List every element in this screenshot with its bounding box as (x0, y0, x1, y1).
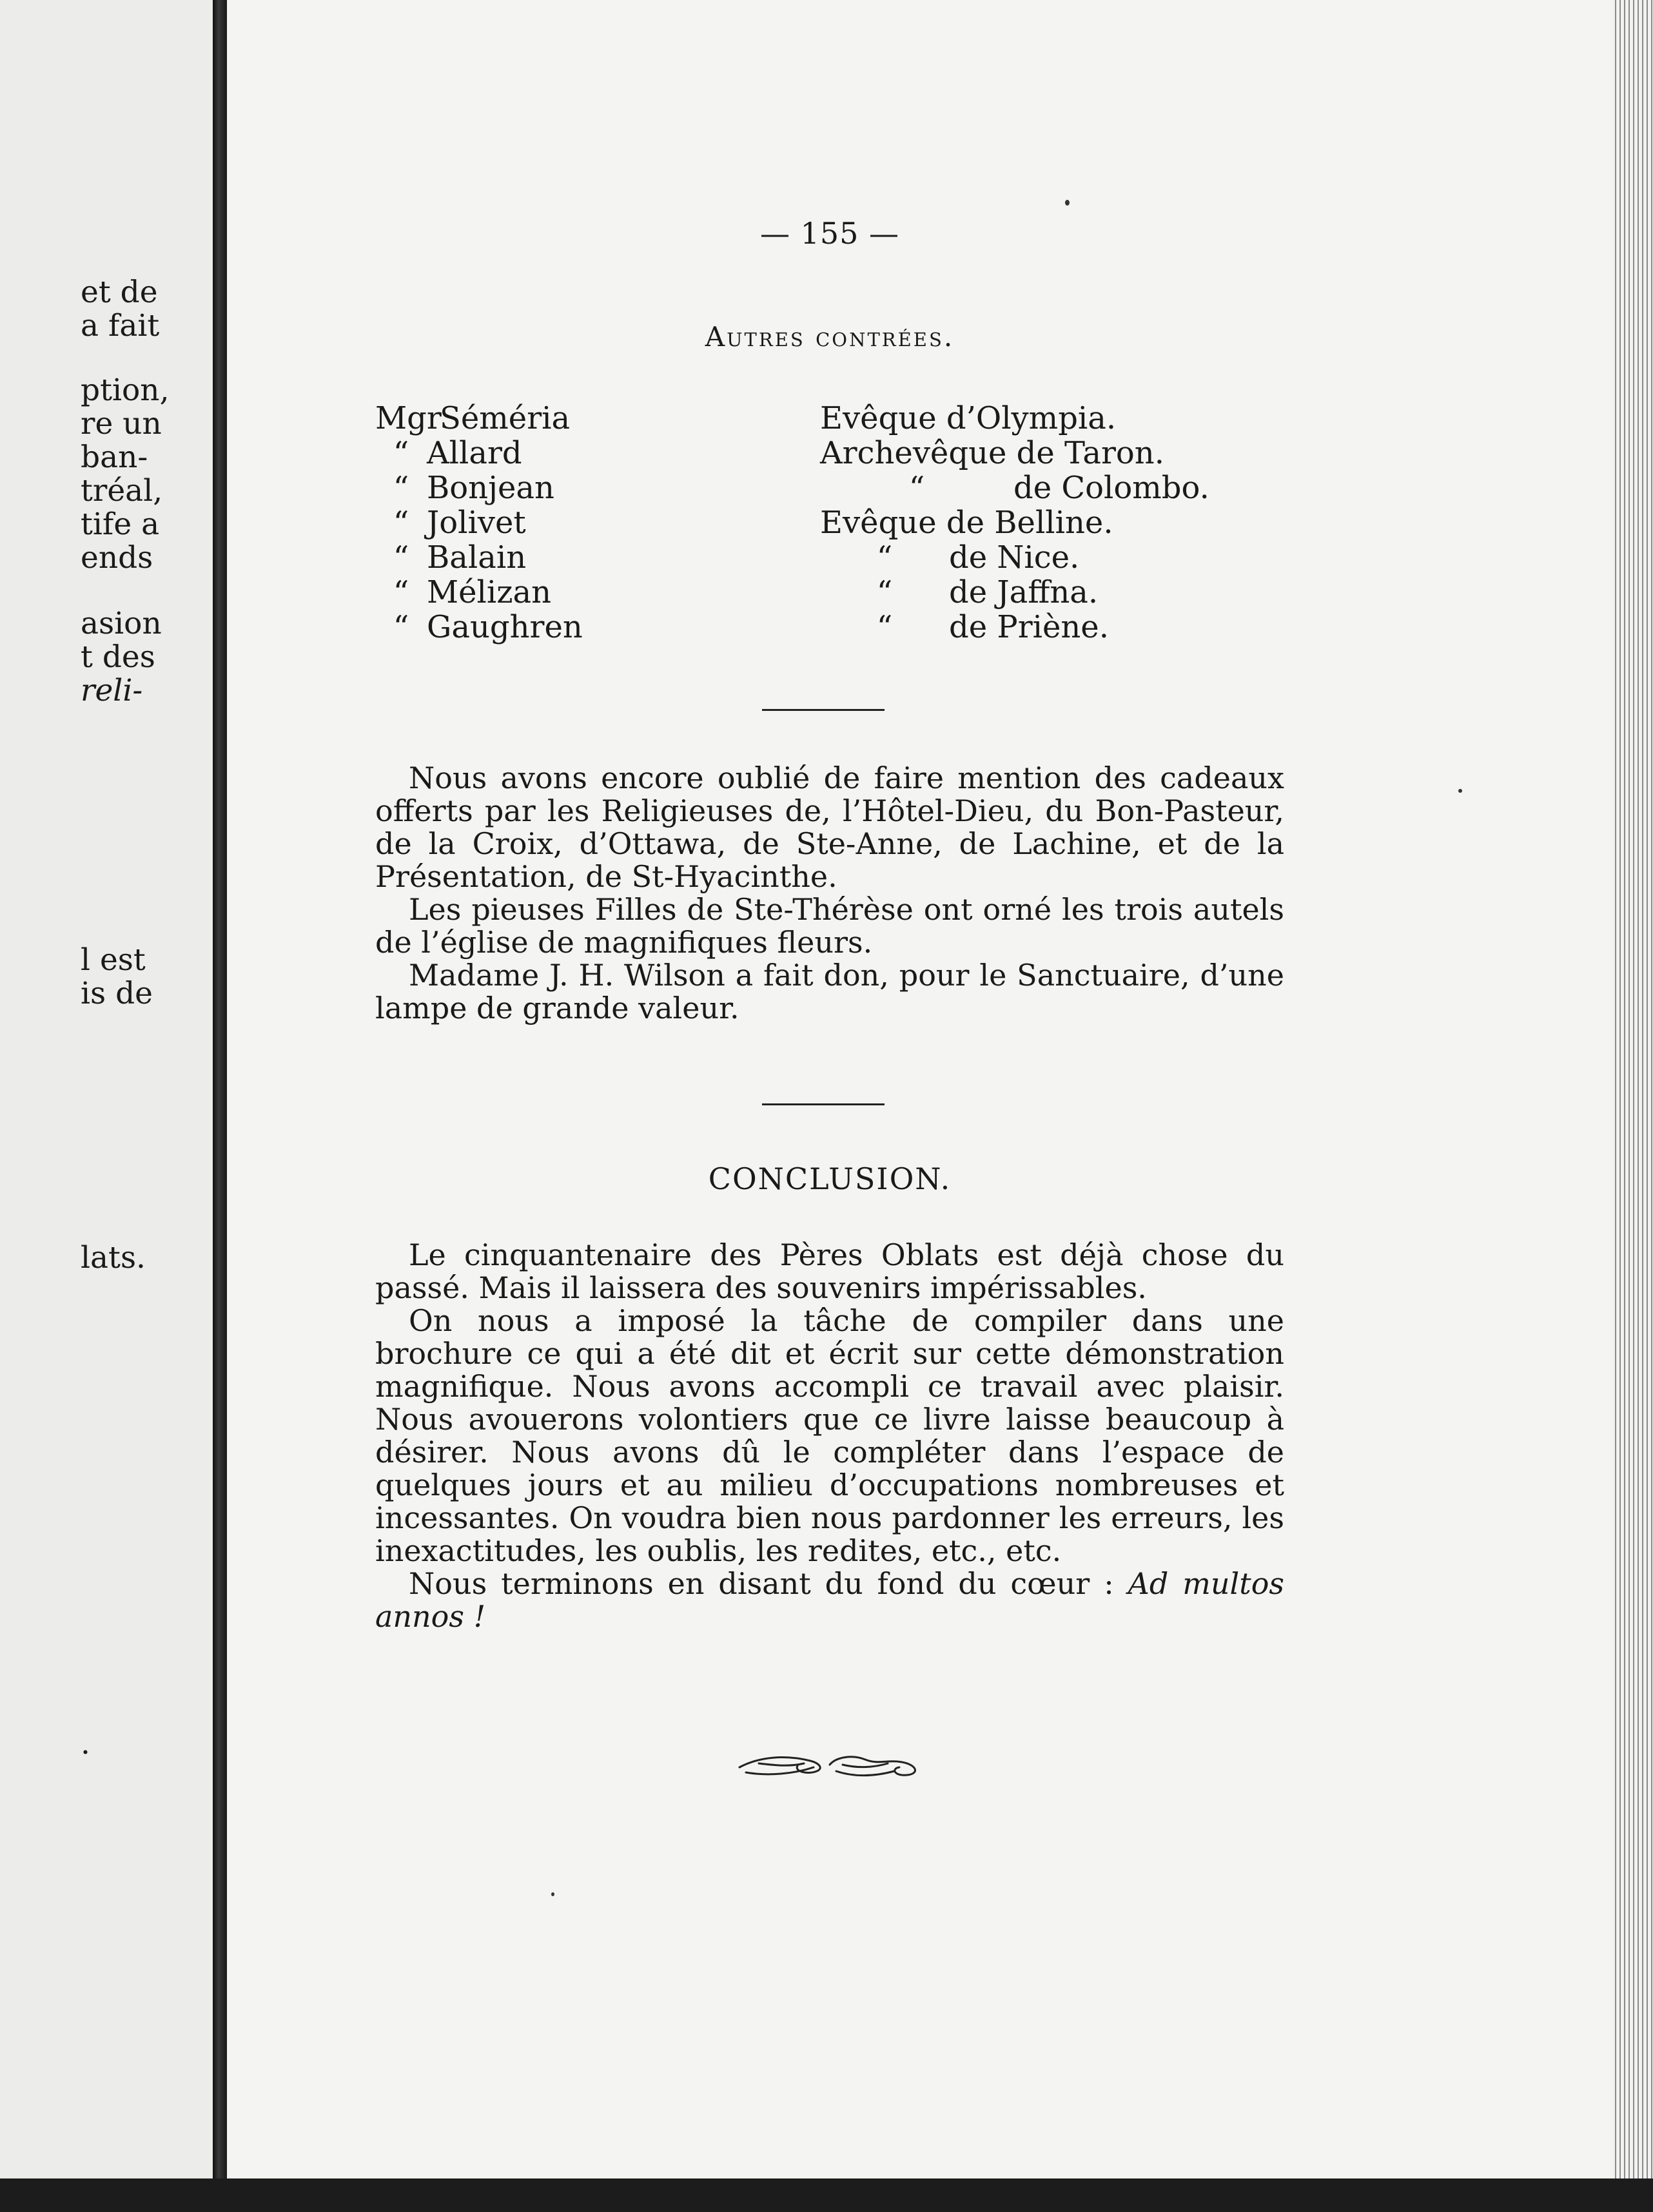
paragraph: Madame J. H. Wilson a fait don, pour le Sanctuaire, d’une lampe de grande valeur. (375, 958, 1284, 1025)
left-page-fragment: asion (81, 606, 162, 641)
list-item (375, 436, 1284, 471)
page-number: — 155 — (759, 216, 900, 251)
person-title: “ de Colombo. (908, 470, 1209, 506)
people-list (375, 401, 1284, 645)
section-divider (762, 1103, 885, 1105)
closing-latin: Ad multos annos ! (375, 1566, 1285, 1634)
left-page-fragment: a fait (81, 308, 160, 344)
person-name: MgrSéméria (375, 400, 571, 436)
left-page-fragment: . (81, 1726, 90, 1761)
page-edges (1612, 0, 1653, 2212)
ornament-flourish-icon (733, 1745, 926, 1784)
person-name: “ Jolivet (393, 505, 526, 541)
gifts-paragraphs (375, 762, 1284, 1025)
left-page-fragment: ends (81, 540, 153, 576)
left-page-fragment: l est (81, 942, 146, 978)
left-page-fragment: is de (81, 976, 153, 1011)
paragraph: Le cinquantenaire des Pères Oblats est déjà chose du passé. Mais il laissera des souvenirs impérissables. (375, 1237, 1284, 1305)
person-title: Evêque de Belline. (820, 505, 1113, 541)
left-page (0, 0, 213, 2212)
left-page-text (0, 0, 213, 2212)
person-name: “ Mélizan (393, 574, 552, 610)
list-item (375, 505, 1284, 540)
person-name: “ Allard (393, 435, 522, 471)
list-item (375, 401, 1284, 436)
list-item (375, 610, 1284, 645)
list-item (375, 575, 1284, 610)
paragraph: Nous avons encore oublié de faire mention des cadeaux offerts par les Religieuses de, l’Hôtel-Dieu, du Bon-Pasteur, de la Croix, d’Ottawa, de Ste-Anne, de Lachine, et de la Présentation, de St-Hyacinthe. (375, 761, 1284, 894)
scan-edge (0, 2178, 1653, 2212)
closing-paragraph (375, 1567, 1284, 1633)
main-page (227, 0, 1612, 2212)
closing-lead: Nous terminons en disant du fond du cœur : (409, 1566, 1128, 1601)
conclusion-paragraphs (375, 1239, 1284, 1633)
paragraph: Les pieuses Filles de Ste-Thérèse ont orné les trois autels de l’église de magnifiques fleurs. (375, 892, 1284, 960)
paragraph: On nous a imposé la tâche de compiler dans une brochure ce qui a été dit et écrit sur cette démonstration magnifique. Nous avons accompli ce travail avec plaisir. Nous avouerons volontiers que ce livre laisse beaucoup à désirer. Nous avons dû le compléter dans l’espace de quelques jours et au milieu d’occupations nombreuses et incessantes. On voudra bien nous pardonner les erreurs, les inexactitudes, les oublis, les redites, etc., etc. (375, 1303, 1284, 1568)
left-page-fragment: tife a (81, 507, 160, 542)
person-name: “ Bonjean (393, 470, 554, 506)
list-item (375, 540, 1284, 575)
left-page-fragment: lats. (81, 1240, 146, 1276)
left-page-fragment: ption, (81, 373, 170, 408)
left-page-fragment: reli- (81, 673, 143, 708)
person-title: Evêque d’Olympia. (820, 400, 1117, 436)
person-title: “ de Nice. (876, 539, 1080, 576)
left-page-fragment: re un (81, 406, 162, 441)
book-gutter (213, 0, 227, 2212)
left-page-fragment: et de (81, 275, 158, 310)
conclusion-heading: CONCLUSION. (708, 1161, 952, 1196)
left-page-fragment: ban- (81, 440, 148, 475)
person-title: “ de Priène. (876, 609, 1109, 645)
person-name: “ Gaughren (393, 609, 583, 645)
section-divider (762, 709, 885, 711)
person-name: “ Balain (393, 539, 527, 576)
person-title: Archevêque de Taron. (820, 435, 1164, 471)
section-title: Autres contrées. (705, 321, 955, 353)
left-page-fragment: tréal, (81, 473, 163, 509)
person-title: “ de Jaffna. (876, 574, 1099, 610)
left-page-fragment: t des (81, 639, 155, 675)
list-item (375, 471, 1284, 505)
